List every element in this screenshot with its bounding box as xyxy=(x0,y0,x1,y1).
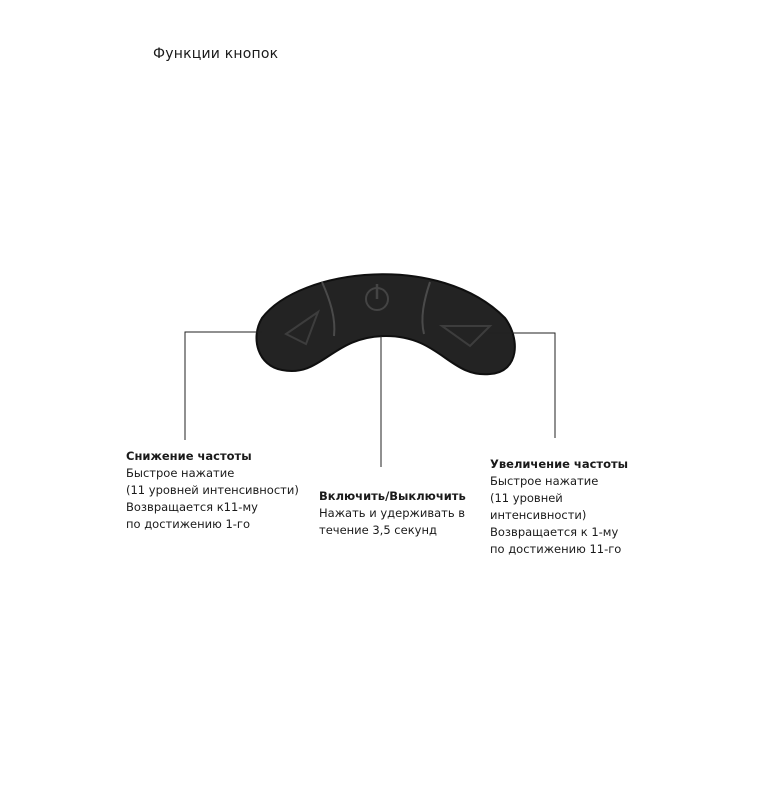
power-heading: Включить/Выключить xyxy=(319,489,466,503)
increase-line: (11 уровней xyxy=(490,491,563,505)
decrease-line: (11 уровней интенсивности) xyxy=(126,483,299,497)
increase-line: по достижению 11-го xyxy=(490,542,622,556)
leader-line-left xyxy=(185,332,262,440)
increase-line: Быстрое нажатие xyxy=(490,474,599,488)
power-line: Нажать и удерживать в xyxy=(319,506,466,520)
decrease-description xyxy=(126,448,316,533)
decrease-line: Возвращается к11-му xyxy=(126,500,258,514)
decrease-heading: Снижение частоты xyxy=(126,449,252,463)
decrease-line: Быстрое нажатие xyxy=(126,466,235,480)
decrease-line: по достижению 1-го xyxy=(126,517,251,531)
device-body xyxy=(256,274,514,374)
power-line: течение 3,5 секунд xyxy=(319,523,437,537)
power-description xyxy=(319,488,479,539)
increase-line: Возвращается к 1-му xyxy=(490,525,619,539)
increase-line: интенсивности) xyxy=(490,508,587,522)
increase-heading: Увеличение частоты xyxy=(490,457,629,471)
increase-description xyxy=(490,456,640,558)
page-title: Функции кнопок xyxy=(153,46,279,62)
